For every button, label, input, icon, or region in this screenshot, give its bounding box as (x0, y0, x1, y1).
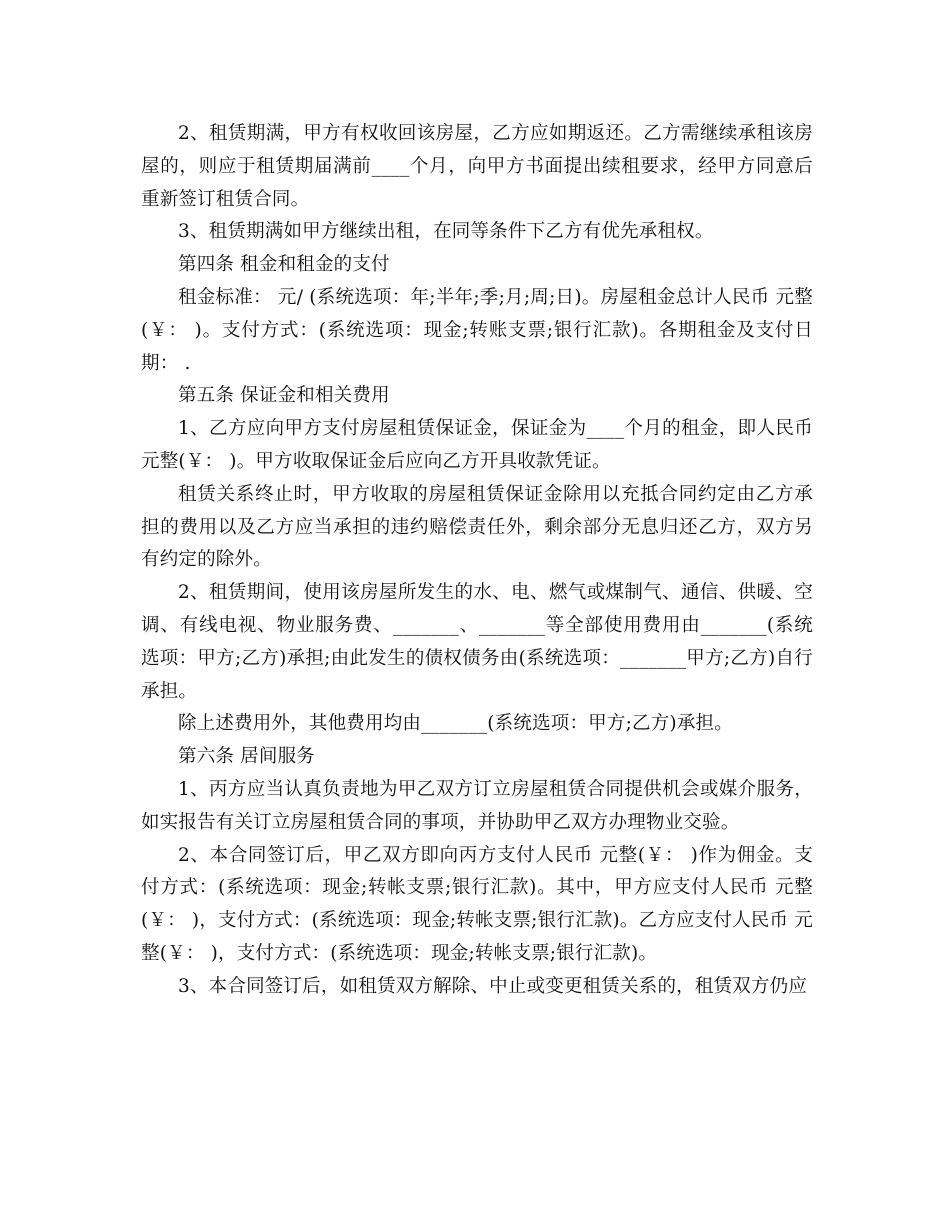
clause-paragraph: 2、租赁期间，使用该房屋所发生的水、电、燃气或煤制气、通信、供暖、空调、有线电视、物业服务费、_______、_______等全部使用费用由_______(系统选项：甲方;乙方)承担;由此发生的债权债务由(系统选项：_______甲方;乙方)自行承担。 (141, 582, 813, 702)
clause-paragraph: 2、租赁期满，甲方有权收回该房屋，乙方应如期返还。乙方需继续承租该房屋的，则应于租赁期届满前____个月，向甲方书面提出续租要求，经甲方同意后重新签订租赁合同。 (141, 123, 813, 210)
section-heading: 第五条 保证金和相关费用 (178, 385, 390, 407)
clause-paragraph: 3、租赁期满如甲方继续出租，在同等条件下乙方有优先承租权。 (178, 221, 714, 243)
clause-paragraph: 1、丙方应当认真负责地为甲乙双方订立房屋租赁合同提供机会或媒介服务，如实报告有关订立房屋租赁合同的事项，并协助甲乙双方办理物业交验。 (141, 778, 813, 833)
clause-paragraph: 1、乙方应向甲方支付房屋租赁保证金，保证金为____个月的租金，即人民币 元整(￥： )。甲方收取保证金后应向乙方开具收款凭证。 (141, 418, 820, 472)
clause-paragraph: 租赁关系终止时，甲方收取的房屋租赁保证金除用以充抵合同约定由乙方承担的费用以及乙方应当承担的违约赔偿责任外，剩余部分无息归还乙方，双方另有约定的除外。 (141, 483, 813, 571)
clause-paragraph: 3、本合同签订后，如租赁双方解除、中止或变更租赁关系的，租赁双方仍应 (178, 975, 808, 997)
section-heading: 第四条 租金和租金的支付 (178, 254, 390, 276)
clause-paragraph: 2、本合同签订后，甲乙双方即向丙方支付人民币 元整(￥： )作为佣金。支付方式：(系统选项：现金;转帐支票;银行汇款)。其中，甲方应支付人民币 元整(￥： )，支付方式：(系统选项：现金;转帐支票;银行汇款)。乙方应支付人民币 元整(￥： )，支付方式：(系统选项：现金;转帐支票;银行汇款)。 (141, 844, 813, 964)
clause-paragraph: 除上述费用外，其他费用均由_______(系统选项：甲方;乙方)承担。 (178, 713, 733, 735)
clause-paragraph: 租金标准： 元/ (系统选项：年;半年;季;月;周;日)。房屋租金总计人民币 元整(￥： )。支付方式：(系统选项：现金;转账支票;银行汇款)。各期租金及支付日期： . (141, 286, 813, 374)
document-body (141, 118, 820, 1004)
section-heading: 第六条 居间服务 (178, 746, 315, 768)
